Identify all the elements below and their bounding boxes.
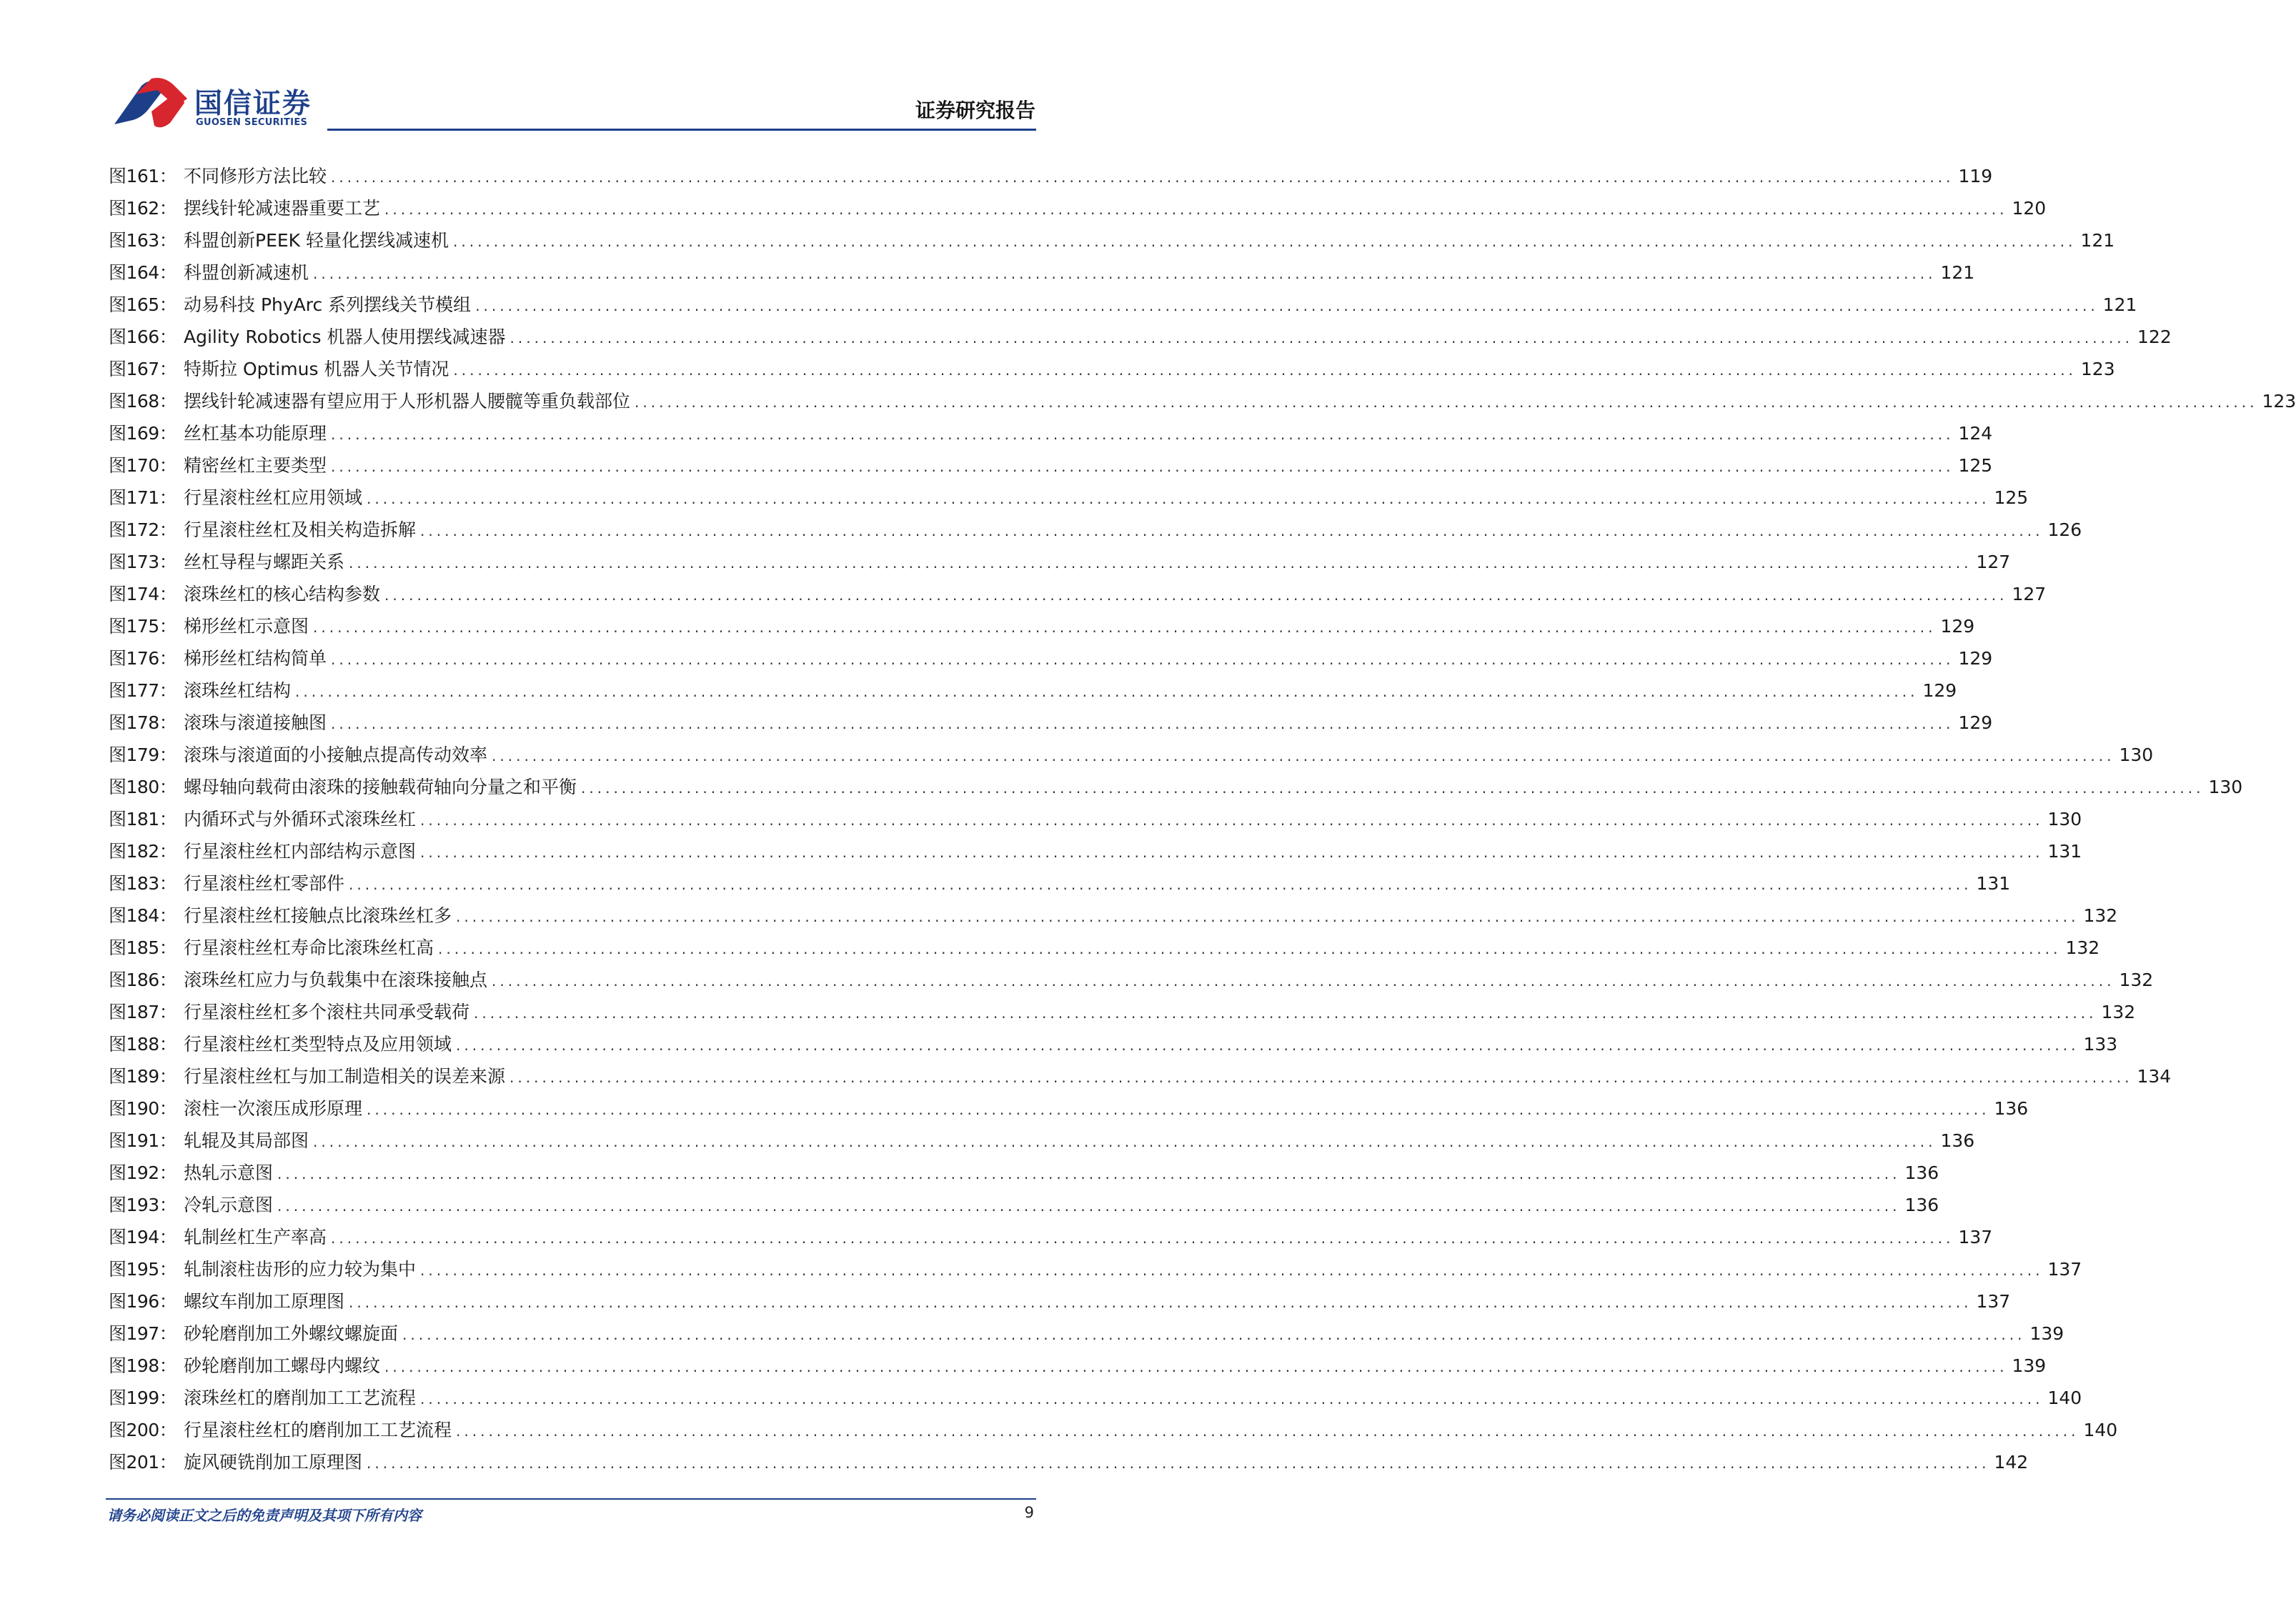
- logo-english-text: GUOSEN SECURITIES: [196, 117, 308, 128]
- toc-entry-page-number: 127: [2012, 584, 2047, 604]
- toc-entry[interactable]: [109, 739, 2154, 771]
- toc-entry-page-number: 120: [2012, 198, 2047, 219]
- figure-index-list: [109, 160, 2296, 1478]
- toc-entry[interactable]: [109, 900, 2118, 932]
- toc-entry[interactable]: [109, 546, 2011, 578]
- toc-entry[interactable]: [109, 867, 2011, 900]
- toc-entry-title: 摆线针轮减速器重要工艺: [184, 198, 381, 219]
- toc-entry[interactable]: [109, 160, 1993, 192]
- toc-entry-title: 科盟创新PEEK 轻量化摆线减速机: [184, 230, 449, 251]
- toc-entry-leader-dots: ........................................................................................................................................................................................................: [492, 747, 2115, 764]
- toc-entry-title: 砂轮磨削加工螺母内螺纹: [184, 1355, 381, 1376]
- toc-entry-title: 轧辊及其局部图: [184, 1130, 309, 1151]
- toc-entry-page-number: 127: [1976, 552, 2011, 572]
- toc-entry-leader-dots: ........................................................................................................................................................................................................: [313, 619, 1937, 636]
- toc-entry[interactable]: [109, 1253, 2082, 1285]
- toc-entry-leader-dots: ........................................................................................................................................................................................................: [456, 908, 2079, 925]
- toc-entry-title: 精密丝杠主要类型: [184, 455, 327, 476]
- toc-entry-page-number: 130: [2119, 744, 2154, 765]
- toc-entry-leader-dots: ........................................................................................................................................................................................................: [581, 779, 2205, 797]
- toc-entry-leader-dots: ........................................................................................................................................................................................................: [384, 201, 2008, 218]
- toc-entry[interactable]: [109, 192, 2047, 224]
- toc-entry-page-number: 129: [1922, 680, 1957, 701]
- toc-entry-title: 梯形丝杠示意图: [184, 616, 309, 637]
- toc-entry[interactable]: [109, 964, 2154, 996]
- toc-entry-label: 图197：: [109, 1323, 177, 1344]
- toc-entry-leader-dots: ........................................................................................................................................................................................................: [510, 329, 2134, 347]
- toc-entry-title: 砂轮磨削加工外螺纹螺旋面: [184, 1323, 399, 1344]
- toc-entry-title: 旋风硬铣削加工原理图: [184, 1452, 363, 1473]
- toc-entry-label: 图195：: [109, 1259, 177, 1280]
- toc-entry-page-number: 121: [1940, 262, 1975, 283]
- toc-entry-leader-dots: ........................................................................................................................................................................................................: [331, 1230, 1954, 1247]
- toc-entry-title: 内循环式与外循环式滚珠丝杠: [184, 809, 417, 830]
- toc-entry-leader-dots: ........................................................................................................................................................................................................: [349, 554, 1972, 572]
- toc-entry-title: 行星滚柱丝杠类型特点及应用领域: [184, 1034, 452, 1055]
- toc-entry[interactable]: [109, 224, 2115, 256]
- toc-entry-label: 图166：: [109, 327, 177, 347]
- toc-entry[interactable]: [109, 803, 2082, 835]
- toc-entry-leader-dots: ........................................................................................................................................................................................................: [331, 426, 1954, 443]
- toc-entry-title: 行星滚柱丝杠与加工制造相关的误差来源: [184, 1066, 506, 1087]
- toc-entry-label: 图201：: [109, 1452, 177, 1473]
- toc-entry-page-number: 137: [1976, 1291, 2011, 1312]
- toc-entry-leader-dots: ........................................................................................................................................................................................................: [402, 1326, 2026, 1343]
- toc-entry-page-number: 136: [1940, 1130, 1975, 1151]
- toc-entry-leader-dots: ........................................................................................................................................................................................................: [475, 297, 2099, 314]
- toc-entry-page-number: 121: [2102, 294, 2137, 315]
- toc-entry-label: 图185：: [109, 937, 177, 958]
- toc-entry[interactable]: [109, 835, 2082, 867]
- toc-entry-label: 图181：: [109, 809, 177, 830]
- toc-entry-leader-dots: ........................................................................................................................................................................................................: [331, 715, 1954, 732]
- toc-entry-label: 图179：: [109, 744, 177, 765]
- toc-entry-label: 图171：: [109, 487, 177, 508]
- toc-entry-page-number: 132: [2083, 905, 2118, 926]
- toc-entry[interactable]: [109, 996, 2136, 1028]
- toc-entry-page-number: 140: [2047, 1388, 2082, 1408]
- toc-entry-label: 图187：: [109, 1002, 177, 1022]
- toc-entry-page-number: 130: [2047, 809, 2082, 830]
- toc-entry-title: 滚珠丝杠应力与负载集中在滚珠接触点: [184, 970, 488, 990]
- toc-entry-title: 行星滚柱丝杠寿命比滚珠丝杠高: [184, 937, 434, 958]
- toc-entry-page-number: 119: [1958, 166, 1993, 186]
- toc-entry-leader-dots: ........................................................................................................................................................................................................: [384, 1358, 2008, 1375]
- toc-entry-label: 图162：: [109, 198, 177, 219]
- toc-entry-title: 行星滚柱丝杠接触点比滚珠丝杠多: [184, 905, 452, 926]
- toc-entry-leader-dots: ........................................................................................................................................................................................................: [474, 1005, 2097, 1022]
- toc-entry-page-number: 137: [2047, 1259, 2082, 1280]
- toc-entry-label: 图163：: [109, 230, 177, 251]
- toc-entry-leader-dots: ........................................................................................................................................................................................................: [277, 1197, 1901, 1215]
- toc-entry-title: 滚珠与滚道接触图: [184, 712, 327, 733]
- toc-entry-label: 图161：: [109, 166, 177, 186]
- toc-entry-label: 图169：: [109, 423, 177, 444]
- toc-entry-label: 图180：: [109, 777, 177, 797]
- toc-entry-label: 图183：: [109, 873, 177, 894]
- toc-entry-leader-dots: ........................................................................................................................................................................................................: [349, 1294, 1972, 1311]
- toc-entry-leader-dots: ........................................................................................................................................................................................................: [331, 169, 1954, 186]
- toc-entry-page-number: 132: [2101, 1002, 2136, 1022]
- toc-entry-page-number: 142: [1994, 1452, 2029, 1473]
- toc-entry-leader-dots: ........................................................................................................................................................................................................: [420, 522, 2044, 539]
- toc-entry-label: 图173：: [109, 552, 177, 572]
- toc-entry-leader-dots: ........................................................................................................................................................................................................: [420, 1262, 2044, 1279]
- toc-entry-page-number: 137: [1958, 1227, 1993, 1247]
- toc-entry[interactable]: [109, 1189, 1939, 1221]
- toc-entry[interactable]: [109, 1157, 1939, 1189]
- toc-entry-label: 图164：: [109, 262, 177, 283]
- toc-entry-leader-dots: ........................................................................................................................................................................................................: [367, 1455, 1990, 1472]
- toc-entry[interactable]: [109, 417, 1993, 449]
- toc-entry-page-number: 129: [1940, 616, 1975, 637]
- guosen-logo-icon: [107, 79, 190, 136]
- toc-entry-label: 图199：: [109, 1388, 177, 1408]
- toc-entry-title: 滚柱一次滚压成形原理: [184, 1098, 363, 1119]
- toc-entry[interactable]: [109, 610, 1975, 642]
- toc-entry-title: 螺母轴向载荷由滚珠的接触载荷轴向分量之和平衡: [184, 777, 577, 797]
- toc-entry-label: 图184：: [109, 905, 177, 926]
- toc-entry-label: 图188：: [109, 1034, 177, 1055]
- toc-entry-title: 行星滚柱丝杠多个滚柱共同承受载荷: [184, 1002, 470, 1022]
- toc-entry-leader-dots: ........................................................................................................................................................................................................: [456, 1037, 2079, 1054]
- toc-entry-title: 冷轧示意图: [184, 1195, 274, 1215]
- toc-entry-label: 图191：: [109, 1130, 177, 1151]
- toc-entry-label: 图189：: [109, 1066, 177, 1087]
- toc-entry-title: 科盟创新减速机: [184, 262, 309, 283]
- toc-entry-leader-dots: ........................................................................................................................................................................................................: [453, 362, 2077, 379]
- toc-entry[interactable]: [109, 353, 2115, 385]
- toc-entry-title: 行星滚柱丝杠零部件: [184, 873, 345, 894]
- toc-entry-title: 丝杠基本功能原理: [184, 423, 327, 444]
- toc-entry-title: 摆线针轮减速器有望应用于人形机器人腰髋等重负载部位: [184, 391, 631, 412]
- toc-entry-page-number: 139: [2012, 1355, 2047, 1376]
- footer-divider: [106, 1498, 1036, 1500]
- toc-entry-title: 行星滚柱丝杠内部结构示意图: [184, 841, 417, 862]
- toc-entry-page-number: 140: [2083, 1420, 2118, 1440]
- toc-entry[interactable]: [109, 1414, 2118, 1446]
- toc-entry-label: 图182：: [109, 841, 177, 862]
- toc-entry-leader-dots: ........................................................................................................................................................................................................: [420, 844, 2044, 861]
- toc-entry[interactable]: [109, 1285, 2011, 1317]
- toc-entry[interactable]: [109, 1446, 2029, 1478]
- toc-entry-page-number: 124: [1958, 423, 1993, 444]
- toc-entry[interactable]: [109, 1221, 1993, 1253]
- toc-entry-leader-dots: ........................................................................................................................................................................................................: [313, 1133, 1937, 1150]
- page-number: 9: [1024, 1504, 1034, 1521]
- toc-entry[interactable]: [109, 932, 2100, 964]
- toc-entry[interactable]: [109, 707, 1993, 739]
- toc-entry-label: 图175：: [109, 616, 177, 637]
- toc-entry-title: 滚珠丝杠的核心结构参数: [184, 584, 381, 604]
- toc-entry[interactable]: [109, 674, 1957, 707]
- toc-entry-label: 图177：: [109, 680, 177, 701]
- toc-entry-page-number: 136: [1994, 1098, 2029, 1119]
- toc-entry-label: 图193：: [109, 1195, 177, 1215]
- toc-entry-title: 轧制滚柱齿形的应力较为集中: [184, 1259, 417, 1280]
- toc-entry-label: 图168：: [109, 391, 177, 412]
- toc-entry-page-number: 134: [2137, 1066, 2172, 1087]
- toc-entry[interactable]: [109, 578, 2047, 610]
- toc-entry-leader-dots: ........................................................................................................................................................................................................: [635, 394, 2258, 411]
- toc-entry[interactable]: [109, 771, 2243, 803]
- toc-entry-leader-dots: ........................................................................................................................................................................................................: [349, 876, 1972, 893]
- toc-entry[interactable]: [109, 1028, 2118, 1060]
- toc-entry-page-number: 125: [1958, 455, 1993, 476]
- toc-entry-label: 图200：: [109, 1420, 177, 1440]
- toc-entry-leader-dots: ........................................................................................................................................................................................................: [313, 265, 1937, 282]
- toc-entry-title: 螺纹车削加工原理图: [184, 1291, 345, 1312]
- toc-entry-label: 图196：: [109, 1291, 177, 1312]
- toc-entry-page-number: 122: [2137, 327, 2172, 347]
- page-header: [0, 0, 1134, 136]
- toc-entry-page-number: 129: [1958, 712, 1993, 733]
- toc-entry-label: 图192：: [109, 1162, 177, 1183]
- toc-entry-leader-dots: ........................................................................................................................................................................................................: [510, 1069, 2133, 1086]
- toc-entry[interactable]: [109, 1092, 2029, 1125]
- toc-entry-title: 热轧示意图: [184, 1162, 274, 1183]
- toc-entry-page-number: 132: [2119, 970, 2154, 990]
- toc-entry[interactable]: [109, 289, 2137, 321]
- toc-entry[interactable]: [109, 642, 1993, 674]
- toc-entry-page-number: 125: [1994, 487, 2029, 508]
- toc-entry-title: 行星滚柱丝杠的磨削加工工艺流程: [184, 1420, 452, 1440]
- toc-entry-label: 图198：: [109, 1355, 177, 1376]
- toc-entry-leader-dots: ........................................................................................................................................................................................................: [384, 587, 2008, 604]
- toc-entry-label: 图194：: [109, 1227, 177, 1247]
- footer-disclaimer: 请务必阅读正文之后的免责声明及其项下所有内容: [107, 1507, 422, 1524]
- header-divider: [327, 129, 1036, 131]
- toc-entry[interactable]: [109, 514, 2082, 546]
- toc-entry-label: 图190：: [109, 1098, 177, 1119]
- toc-entry-page-number: 123: [2080, 359, 2115, 379]
- toc-entry-label: 图165：: [109, 294, 177, 315]
- toc-entry[interactable]: [109, 1350, 2047, 1382]
- toc-entry-leader-dots: ........................................................................................................................................................................................................: [367, 490, 1990, 507]
- toc-entry-label: 图167：: [109, 359, 177, 379]
- toc-entry[interactable]: [109, 385, 2296, 417]
- logo-chinese-text: 国信证券: [194, 88, 312, 120]
- toc-entry-leader-dots: ........................................................................................................................................................................................................: [438, 940, 2062, 957]
- toc-entry-leader-dots: ........................................................................................................................................................................................................: [456, 1423, 2079, 1440]
- toc-entry[interactable]: [109, 1060, 2172, 1092]
- toc-entry[interactable]: [109, 321, 2172, 353]
- toc-entry-label: 图172：: [109, 519, 177, 540]
- toc-entry-title: 滚珠丝杠的磨削加工工艺流程: [184, 1388, 417, 1408]
- toc-entry-leader-dots: ........................................................................................................................................................................................................: [331, 651, 1954, 668]
- report-type-title: 证券研究报告: [915, 99, 1035, 122]
- toc-entry-page-number: 131: [1976, 873, 2011, 894]
- toc-entry-label: 图178：: [109, 712, 177, 733]
- toc-entry-page-number: 132: [2065, 937, 2100, 958]
- toc-entry[interactable]: [109, 449, 1993, 482]
- toc-entry-page-number: 139: [2029, 1323, 2064, 1344]
- guosen-logo: [107, 79, 322, 136]
- toc-entry-leader-dots: ........................................................................................................................................................................................................: [453, 233, 2077, 250]
- toc-entry-leader-dots: ........................................................................................................................................................................................................: [295, 683, 1919, 700]
- toc-entry-title: 丝杠导程与螺距关系: [184, 552, 345, 572]
- toc-entry-leader-dots: ........................................................................................................................................................................................................: [277, 1165, 1901, 1182]
- toc-entry-title: 不同修形方法比较: [184, 166, 327, 186]
- toc-entry-leader-dots: ........................................................................................................................................................................................................: [331, 458, 1954, 475]
- toc-entry-title: 滚珠丝杠结构: [184, 680, 292, 701]
- toc-entry-leader-dots: ........................................................................................................................................................................................................: [420, 812, 2044, 829]
- toc-entry-label: 图170：: [109, 455, 177, 476]
- toc-entry-title: 动易科技 PhyArc 系列摆线关节模组: [184, 294, 472, 315]
- toc-entry-title: 轧制丝杠生产率高: [184, 1227, 327, 1247]
- toc-entry[interactable]: [109, 482, 2029, 514]
- toc-entry-page-number: 136: [1904, 1162, 1939, 1183]
- toc-entry[interactable]: [109, 1125, 1975, 1157]
- toc-entry-title: 特斯拉 Optimus 机器人关节情况: [184, 359, 449, 379]
- toc-entry-page-number: 123: [2262, 391, 2296, 412]
- toc-entry-page-number: 129: [1958, 648, 1993, 669]
- toc-entry-label: 图176：: [109, 648, 177, 669]
- toc-entry-title: 行星滚柱丝杠应用领域: [184, 487, 363, 508]
- toc-entry-leader-dots: ........................................................................................................................................................................................................: [420, 1390, 2044, 1408]
- toc-entry-page-number: 130: [2208, 777, 2243, 797]
- toc-entry-page-number: 136: [1904, 1195, 1939, 1215]
- toc-entry-page-number: 131: [2047, 841, 2082, 862]
- toc-entry[interactable]: [109, 1317, 2064, 1350]
- toc-entry-title: 行星滚柱丝杠及相关构造拆解: [184, 519, 417, 540]
- toc-entry-page-number: 126: [2047, 519, 2082, 540]
- toc-entry-label: 图174：: [109, 584, 177, 604]
- toc-entry-leader-dots: ........................................................................................................................................................................................................: [367, 1101, 1990, 1118]
- toc-entry-page-number: 121: [2080, 230, 2115, 251]
- toc-entry-label: 图186：: [109, 970, 177, 990]
- toc-entry[interactable]: [109, 1382, 2082, 1414]
- toc-entry-page-number: 133: [2083, 1034, 2118, 1055]
- toc-entry-title: 梯形丝杠结构简单: [184, 648, 327, 669]
- toc-entry-title: 滚珠与滚道面的小接触点提高传动效率: [184, 744, 488, 765]
- toc-entry[interactable]: [109, 256, 1975, 289]
- toc-entry-leader-dots: ........................................................................................................................................................................................................: [492, 972, 2115, 990]
- toc-entry-title: Agility Robotics 机器人使用摆线减速器: [184, 327, 506, 347]
